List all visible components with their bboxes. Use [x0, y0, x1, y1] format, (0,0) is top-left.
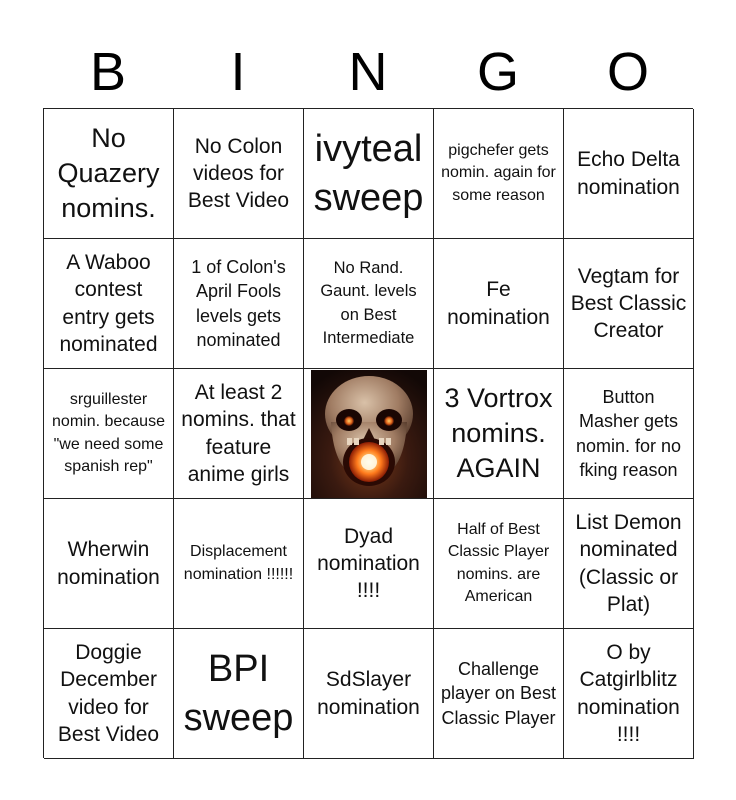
- header-letter-g: G: [476, 42, 519, 102]
- cell-text: Vegtam for Best Classic Creator: [570, 264, 687, 343]
- cell-text: Dyad nomination !!!!: [317, 524, 420, 603]
- cell-text: At least 2 nomins. that feature anime girls: [181, 380, 296, 486]
- header-letter-o: O: [606, 42, 649, 102]
- cell-text: Echo Delta nomination: [577, 148, 680, 199]
- bingo-cell[interactable]: [304, 629, 434, 759]
- bingo-cell[interactable]: [564, 369, 694, 499]
- cell-text: Half of Best Classic Player nomins. are American: [447, 520, 550, 605]
- bingo-cell[interactable]: [304, 109, 434, 239]
- bingo-cell[interactable]: [174, 499, 304, 629]
- cell-text: O by Catgirlblitz nomination !!!!: [577, 640, 680, 746]
- cell-text: Wherwin nomination: [57, 538, 160, 589]
- bingo-header: [43, 0, 693, 108]
- cell-text: A Waboo contest entry gets nominated: [59, 250, 158, 356]
- bingo-cell[interactable]: [434, 239, 564, 369]
- bingo-cell[interactable]: [174, 629, 304, 759]
- cell-text: Challenge player on Best Classic Player: [440, 659, 557, 728]
- cell-text: pigchefer gets nomin. again for some reason: [441, 141, 556, 204]
- cell-text: ivyteal sweep: [313, 127, 424, 219]
- cell-text: List Demon nominated (Classic or Plat): [575, 510, 682, 616]
- cell-text: srguillester nomin. because "we need some spanish rep": [52, 390, 165, 475]
- cell-text: BPI sweep: [183, 647, 294, 739]
- bingo-cell[interactable]: [434, 109, 564, 239]
- cell-text: No Rand. Gaunt. levels on Best Intermediate: [320, 259, 417, 347]
- cell-text: 1 of Colon's April Fools levels gets nominated: [191, 256, 286, 350]
- bingo-cell[interactable]: [44, 499, 174, 629]
- header-letter-n: N: [348, 42, 388, 102]
- cell-text: Doggie December video for Best Video: [57, 640, 160, 746]
- bingo-grid: [43, 108, 693, 758]
- cell-text: No Quazery nomins.: [57, 122, 160, 224]
- cell-text: Displacement nomination !!!!!!: [183, 543, 294, 583]
- bingo-cell[interactable]: [564, 629, 694, 759]
- cell-text: Fe nomination: [447, 278, 550, 329]
- bingo-cell[interactable]: [44, 629, 174, 759]
- bingo-cell[interactable]: [434, 629, 564, 759]
- cell-text: SdSlayer nomination: [317, 668, 420, 719]
- free-space-cell[interactable]: [304, 369, 434, 499]
- bingo-cell[interactable]: [44, 109, 174, 239]
- bingo-cell[interactable]: [304, 499, 434, 629]
- bingo-cell[interactable]: [174, 239, 304, 369]
- cell-text: Button Masher gets nomin. for no fking reason: [575, 386, 682, 480]
- bingo-cell[interactable]: [564, 499, 694, 629]
- bingo-cell[interactable]: [304, 239, 434, 369]
- bingo-cell[interactable]: [434, 369, 564, 499]
- bingo-cell[interactable]: [564, 109, 694, 239]
- header-letter-i: I: [230, 42, 246, 102]
- header-letter-b: B: [89, 42, 127, 102]
- cell-text: 3 Vortrox nomins. AGAIN: [444, 382, 553, 484]
- cell-text: No Colon videos for Best Video: [187, 134, 290, 213]
- bingo-cell[interactable]: [44, 369, 174, 499]
- bingo-cell[interactable]: [174, 109, 304, 239]
- bingo-cell[interactable]: [434, 499, 564, 629]
- glowing-skull-icon: [311, 370, 427, 498]
- bingo-cell[interactable]: [44, 239, 174, 369]
- bingo-cell[interactable]: [564, 239, 694, 369]
- bingo-cell[interactable]: [174, 369, 304, 499]
